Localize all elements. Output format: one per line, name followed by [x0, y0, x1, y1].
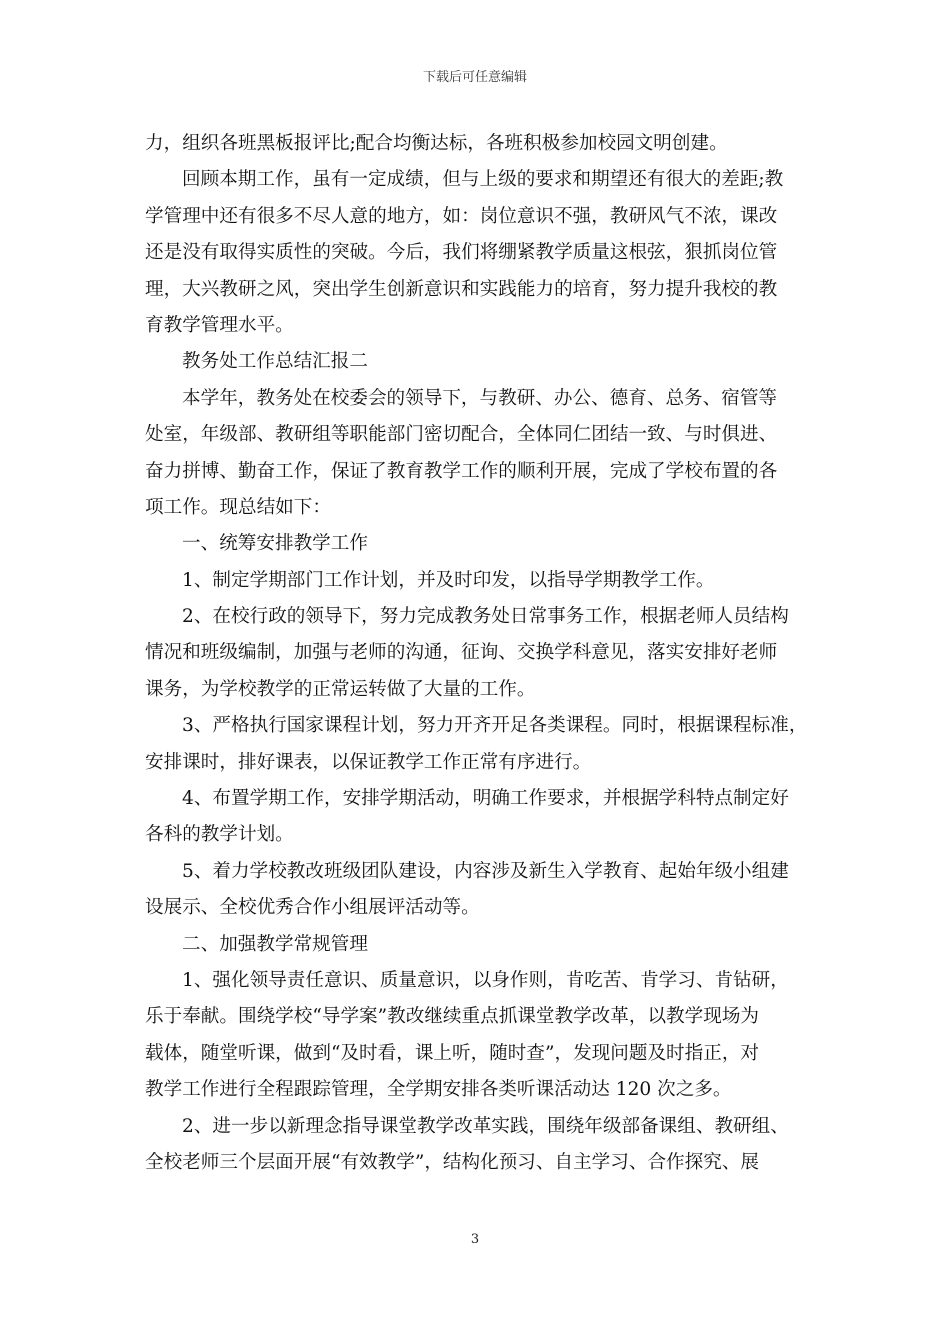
text-line: 处室，年级部、教研组等职能部门密切配合，全体同仁团结一致、与时俱进、	[145, 424, 778, 446]
text-line: 各科的教学计划。	[145, 824, 294, 846]
document-body	[145, 126, 807, 1181]
text-line: 1、制定学期部门工作计划，并及时印发，以指导学期教学工作。	[182, 569, 715, 591]
text-line: 全校老师三个层面开展“有效教学”，结构化预习、自主学习、合作探究、展	[145, 1151, 760, 1173]
text-line: 学管理中还有很多不尽人意的地方，如：岗位意识不强，教研风气不浓，课改	[145, 205, 778, 227]
text-line: 乐于奉献。围绕学校“导学案”教改继续重点抓课堂教学改革，以教学现场为	[145, 1006, 760, 1028]
text-line: 3、严格执行国家课程计划，努力开齐开足各类课程。同时，根据课程标准，	[182, 715, 808, 737]
text-line: 还是没有取得实质性的突破。今后，我们将绷紧教学质量这根弦，狠抓岗位管	[145, 242, 778, 264]
text-line: 教务处工作总结汇报二	[182, 351, 368, 373]
text-line: 1、强化领导责任意识、质量意识，以身作则，肯吃苦、肯学习、肯钻研，	[182, 969, 789, 991]
text-line: 回顾本期工作，虽有一定成绩，但与上级的要求和期望还有很大的差距;教	[182, 169, 784, 191]
text-line: 理，大兴教研之风，突出学生创新意识和实践能力的培育，努力提升我校的教	[145, 278, 778, 300]
text-line: 育教学管理水平。	[145, 314, 294, 336]
text-line: 一、统筹安排教学工作	[182, 533, 368, 555]
page-number: 3	[470, 1232, 480, 1247]
text-line: 情况和班级编制，加强与老师的沟通，征询、交换学科意见，落实安排好老师	[145, 642, 778, 664]
text-line: 力，组织各班黑板报评比;配合均衡达标，各班积极参加校园文明创建。	[145, 133, 728, 154]
text-line: 安排课时，排好课表，以保证教学工作正常有序进行。	[145, 751, 592, 773]
text-line: 4、布置学期工作，安排学期活动，明确工作要求，并根据学科特点制定好	[182, 788, 789, 810]
page-header: 下载后可任意编辑	[422, 70, 527, 85]
text-line: 本学年，教务处在校委会的领导下，与教研、办公、德育、总务、宿管等	[182, 387, 778, 409]
text-line: 2、进一步以新理念指导课堂教学改革实践，围绕年级部备课组、教研组、	[182, 1115, 789, 1137]
text-line: 项工作。现总结如下：	[145, 496, 331, 518]
text-line: 设展示、全校优秀合作小组展评活动等。	[145, 897, 480, 919]
text-line: 奋力拼博、勤奋工作，保证了教育教学工作的顺利开展，完成了学校布置的各	[145, 460, 778, 482]
text-line: 5、着力学校教改班级团队建设，内容涉及新生入学教育、起始年级小组建	[182, 860, 789, 882]
text-line: 2、在校行政的领导下，努力完成教务处日常事务工作，根据老师人员结构	[182, 606, 789, 628]
text-line: 课务，为学校教学的正常运转做了大量的工作。	[145, 678, 536, 700]
text-line: 载体，随堂听课，做到“及时看，课上听，随时查”，发现问题及时指正，对	[145, 1042, 760, 1064]
text-line: 二、加强教学常规管理	[182, 933, 368, 955]
text-line: 教学工作进行全程跟踪管理，全学期安排各类听课活动达 120 次之多。	[145, 1079, 732, 1101]
